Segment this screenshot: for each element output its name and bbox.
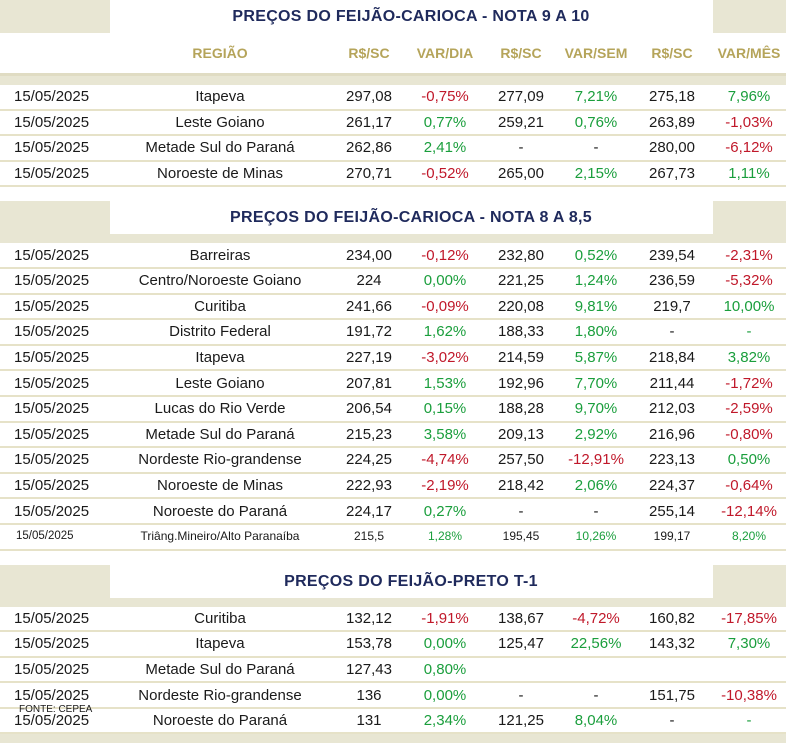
var-week-cell: 2,92%: [560, 422, 632, 448]
region-cell: Nordeste Rio-grandense: [110, 682, 330, 708]
price-day-cell: 224: [330, 268, 408, 294]
var-week-cell: 8,04%: [560, 708, 632, 734]
price-month-cell: 255,14: [632, 498, 712, 524]
var-month-cell: -: [712, 708, 786, 734]
var-month-cell: 10,00%: [712, 294, 786, 320]
price-day-cell: 224,25: [330, 447, 408, 473]
var-day-cell: 0,15%: [408, 396, 482, 422]
var-week-cell: 0,76%: [560, 110, 632, 136]
price-month-cell: 267,73: [632, 161, 712, 187]
section-gap: [0, 186, 786, 201]
var-day-cell: 2,34%: [408, 708, 482, 734]
title-band-right: [712, 201, 786, 234]
column-header-regiao: REGIÃO: [110, 33, 330, 75]
column-header-row: [0, 33, 786, 75]
price-month-cell: 219,7: [632, 294, 712, 320]
var-day-cell: 0,00%: [408, 682, 482, 708]
region-cell: Itapeva: [110, 345, 330, 371]
column-header-rs1: R$/SC: [330, 33, 408, 75]
region-cell: Barreiras: [110, 243, 330, 268]
price-month-cell: 160,82: [632, 607, 712, 632]
column-header-rs3: R$/SC: [632, 33, 712, 75]
region-cell: Itapeva: [110, 631, 330, 657]
var-month-cell: 7,96%: [712, 85, 786, 110]
table-row: [0, 345, 786, 371]
price-week-cell: -: [482, 135, 560, 161]
table-row: [0, 268, 786, 294]
table-row: [0, 422, 786, 448]
price-day-cell: 224,17: [330, 498, 408, 524]
var-week-cell: 0,52%: [560, 243, 632, 268]
table-row: [0, 243, 786, 268]
var-week-cell: 22,56%: [560, 631, 632, 657]
section-gap: [0, 550, 786, 565]
date-cell: 15/05/2025: [0, 422, 110, 448]
date-cell: 15/05/2025: [0, 294, 110, 320]
date-cell: 15/05/2025: [0, 370, 110, 396]
date-cell: 15/05/2025: [0, 110, 110, 136]
var-day-cell: 3,58%: [408, 422, 482, 448]
var-week-cell: 1,80%: [560, 319, 632, 345]
region-cell: Noroeste do Paraná: [110, 498, 330, 524]
price-week-cell: 138,67: [482, 607, 560, 632]
var-week-cell: -: [560, 498, 632, 524]
band-cell: [0, 598, 786, 607]
price-week-cell: 121,25: [482, 708, 560, 734]
region-cell: Centro/Noroeste Goiano: [110, 268, 330, 294]
date-cell: 15/05/2025: [0, 682, 110, 708]
price-day-cell: 215,23: [330, 422, 408, 448]
var-week-cell: 9,81%: [560, 294, 632, 320]
price-week-cell: 188,28: [482, 396, 560, 422]
header-date-blank: [0, 33, 110, 75]
var-day-cell: 1,62%: [408, 319, 482, 345]
region-cell: Nordeste Rio-grandense: [110, 447, 330, 473]
var-month-cell: -: [712, 319, 786, 345]
price-month-cell: 280,00: [632, 135, 712, 161]
region-cell: Metade Sul do Paraná: [110, 135, 330, 161]
section-title-row: [0, 565, 786, 598]
var-day-cell: -0,12%: [408, 243, 482, 268]
price-week-cell: [482, 657, 560, 683]
price-month-cell: 199,17: [632, 524, 712, 550]
table-row: [0, 370, 786, 396]
var-month-cell: -1,72%: [712, 370, 786, 396]
section-title-row: [0, 0, 786, 33]
price-week-cell: 195,45: [482, 524, 560, 550]
var-day-cell: -1,91%: [408, 607, 482, 632]
date-cell: 15/05/2025: [0, 396, 110, 422]
table-row: [0, 319, 786, 345]
section-title: PREÇOS DO FEIJÃO-PRETO T-1: [110, 565, 712, 598]
var-week-cell: 5,87%: [560, 345, 632, 371]
var-day-cell: 1,28%: [408, 524, 482, 550]
date-cell: 15/05/2025: [0, 319, 110, 345]
var-week-cell: -4,72%: [560, 607, 632, 632]
section-title-row: [0, 201, 786, 234]
var-week-cell: 10,26%: [560, 524, 632, 550]
price-week-cell: 218,42: [482, 473, 560, 499]
var-week-cell: 7,70%: [560, 370, 632, 396]
title-band-left: [0, 565, 110, 598]
date-cell: 15/05/2025: [0, 631, 110, 657]
table-row: [0, 607, 786, 632]
table-row: [0, 498, 786, 524]
title-band-right: [712, 565, 786, 598]
price-week-cell: 257,50: [482, 447, 560, 473]
region-cell: Distrito Federal: [110, 319, 330, 345]
table-row: [0, 110, 786, 136]
table-row: [0, 135, 786, 161]
region-cell: Noroeste de Minas: [110, 161, 330, 187]
var-month-cell: -0,80%: [712, 422, 786, 448]
price-day-cell: 297,08: [330, 85, 408, 110]
table-row: [0, 161, 786, 187]
table-row: [0, 473, 786, 499]
table-row: [0, 631, 786, 657]
price-day-cell: 261,17: [330, 110, 408, 136]
table-row: [0, 85, 786, 110]
price-day-cell: 207,81: [330, 370, 408, 396]
var-week-cell: [560, 657, 632, 683]
date-cell: 15/05/2025: [0, 161, 110, 187]
section-title: PREÇOS DO FEIJÃO-CARIOCA - NOTA 8 A 8,5: [110, 201, 712, 234]
var-day-cell: 0,00%: [408, 268, 482, 294]
var-day-cell: 0,80%: [408, 657, 482, 683]
region-cell: Leste Goiano: [110, 110, 330, 136]
region-cell: Curitiba: [110, 607, 330, 632]
var-week-cell: 2,06%: [560, 473, 632, 499]
price-week-cell: 232,80: [482, 243, 560, 268]
band-cell: [0, 234, 786, 243]
price-week-cell: 125,47: [482, 631, 560, 657]
gap-cell: [0, 550, 786, 565]
var-week-cell: -12,91%: [560, 447, 632, 473]
band-cell: [0, 733, 786, 743]
var-month-cell: -1,03%: [712, 110, 786, 136]
column-header-var-mes: VAR/MÊS: [712, 33, 786, 75]
price-day-cell: 222,93: [330, 473, 408, 499]
price-month-cell: 211,44: [632, 370, 712, 396]
var-week-cell: 1,24%: [560, 268, 632, 294]
column-header-var-sem: VAR/SEM: [560, 33, 632, 75]
var-month-cell: -2,59%: [712, 396, 786, 422]
price-week-cell: 214,59: [482, 345, 560, 371]
price-week-cell: 220,08: [482, 294, 560, 320]
var-week-cell: -: [560, 682, 632, 708]
column-header-var-dia: VAR/DIA: [408, 33, 482, 75]
date-cell: 15/05/2025: [0, 345, 110, 371]
var-day-cell: 2,41%: [408, 135, 482, 161]
var-day-cell: 0,27%: [408, 498, 482, 524]
region-cell: Leste Goiano: [110, 370, 330, 396]
var-day-cell: -4,74%: [408, 447, 482, 473]
date-cell: 15/05/2025: [0, 657, 110, 683]
title-band-right: [712, 0, 786, 33]
price-month-cell: 216,96: [632, 422, 712, 448]
band-cell: [0, 75, 786, 86]
table-row: [0, 708, 786, 734]
price-day-cell: 262,86: [330, 135, 408, 161]
title-band-left: [0, 0, 110, 33]
price-week-cell: 221,25: [482, 268, 560, 294]
table-row: [0, 447, 786, 473]
source-note: FONTE: CEPEA: [19, 704, 93, 715]
column-header-rs2: R$/SC: [482, 33, 560, 75]
price-day-cell: 241,66: [330, 294, 408, 320]
price-day-cell: 131: [330, 708, 408, 734]
price-day-cell: 227,19: [330, 345, 408, 371]
price-month-cell: 263,89: [632, 110, 712, 136]
price-week-cell: 209,13: [482, 422, 560, 448]
price-week-cell: -: [482, 682, 560, 708]
date-cell: 15/05/2025: [0, 85, 110, 110]
price-day-cell: 132,12: [330, 607, 408, 632]
price-week-cell: 265,00: [482, 161, 560, 187]
region-cell: Metade Sul do Paraná: [110, 657, 330, 683]
price-week-cell: 277,09: [482, 85, 560, 110]
price-month-cell: 239,54: [632, 243, 712, 268]
price-month-cell: 143,32: [632, 631, 712, 657]
var-month-cell: -12,14%: [712, 498, 786, 524]
price-day-cell: 153,78: [330, 631, 408, 657]
region-cell: Itapeva: [110, 85, 330, 110]
price-month-cell: 212,03: [632, 396, 712, 422]
date-cell: 15/05/2025: [0, 447, 110, 473]
price-month-cell: 218,84: [632, 345, 712, 371]
var-month-cell: 7,30%: [712, 631, 786, 657]
price-day-cell: 270,71: [330, 161, 408, 187]
var-month-cell: 8,20%: [712, 524, 786, 550]
section-band: [0, 733, 786, 743]
section-band: [0, 234, 786, 243]
region-cell: Curitiba: [110, 294, 330, 320]
var-day-cell: -0,75%: [408, 85, 482, 110]
price-month-cell: 151,75: [632, 682, 712, 708]
var-week-cell: 7,21%: [560, 85, 632, 110]
var-week-cell: -: [560, 135, 632, 161]
var-month-cell: -2,31%: [712, 243, 786, 268]
price-day-cell: 206,54: [330, 396, 408, 422]
section-band: [0, 75, 786, 86]
table-row: [0, 396, 786, 422]
price-month-cell: [632, 657, 712, 683]
price-week-cell: 192,96: [482, 370, 560, 396]
price-month-cell: 275,18: [632, 85, 712, 110]
date-cell: 15/05/2025: [0, 473, 110, 499]
var-day-cell: 1,53%: [408, 370, 482, 396]
var-month-cell: -10,38%: [712, 682, 786, 708]
region-cell: Noroeste do Paraná: [110, 708, 330, 734]
price-month-cell: -: [632, 708, 712, 734]
table-row: [0, 524, 786, 550]
date-cell: 15/05/2025: [0, 135, 110, 161]
title-band-left: [0, 201, 110, 234]
date-cell: 15/05/2025: [0, 607, 110, 632]
var-month-cell: 3,82%: [712, 345, 786, 371]
region-cell: Noroeste de Minas: [110, 473, 330, 499]
var-day-cell: 0,77%: [408, 110, 482, 136]
price-day-cell: 191,72: [330, 319, 408, 345]
table-row: [0, 682, 786, 708]
var-month-cell: -17,85%: [712, 607, 786, 632]
region-cell: Metade Sul do Paraná: [110, 422, 330, 448]
price-month-cell: 224,37: [632, 473, 712, 499]
price-day-cell: 215,5: [330, 524, 408, 550]
section-band: [0, 598, 786, 607]
date-cell: 15/05/2025: [0, 243, 110, 268]
var-day-cell: -0,52%: [408, 161, 482, 187]
price-month-cell: 236,59: [632, 268, 712, 294]
var-week-cell: 2,15%: [560, 161, 632, 187]
table-row: [0, 294, 786, 320]
var-day-cell: -2,19%: [408, 473, 482, 499]
table-row: [0, 657, 786, 683]
var-month-cell: [712, 657, 786, 683]
gap-cell: [0, 186, 786, 201]
price-month-cell: 223,13: [632, 447, 712, 473]
price-day-cell: 234,00: [330, 243, 408, 268]
price-week-cell: 188,33: [482, 319, 560, 345]
var-month-cell: 1,11%: [712, 161, 786, 187]
var-day-cell: 0,00%: [408, 631, 482, 657]
var-month-cell: -6,12%: [712, 135, 786, 161]
price-day-cell: 136: [330, 682, 408, 708]
region-cell: Triâng.Mineiro/Alto Paranaíba: [110, 524, 330, 550]
price-day-cell: 127,43: [330, 657, 408, 683]
var-day-cell: -0,09%: [408, 294, 482, 320]
price-month-cell: -: [632, 319, 712, 345]
region-cell: Lucas do Rio Verde: [110, 396, 330, 422]
var-week-cell: 9,70%: [560, 396, 632, 422]
var-month-cell: -0,64%: [712, 473, 786, 499]
var-month-cell: 0,50%: [712, 447, 786, 473]
var-day-cell: -3,02%: [408, 345, 482, 371]
var-month-cell: -5,32%: [712, 268, 786, 294]
price-week-cell: 259,21: [482, 110, 560, 136]
date-cell: 15/05/2025: [0, 708, 110, 734]
price-week-cell: -: [482, 498, 560, 524]
section-title: PREÇOS DO FEIJÃO-CARIOCA - NOTA 9 A 10: [110, 0, 712, 33]
date-cell: 15/05/2025: [0, 498, 110, 524]
date-cell: 15/05/2025: [0, 524, 110, 550]
date-cell: 15/05/2025: [0, 268, 110, 294]
